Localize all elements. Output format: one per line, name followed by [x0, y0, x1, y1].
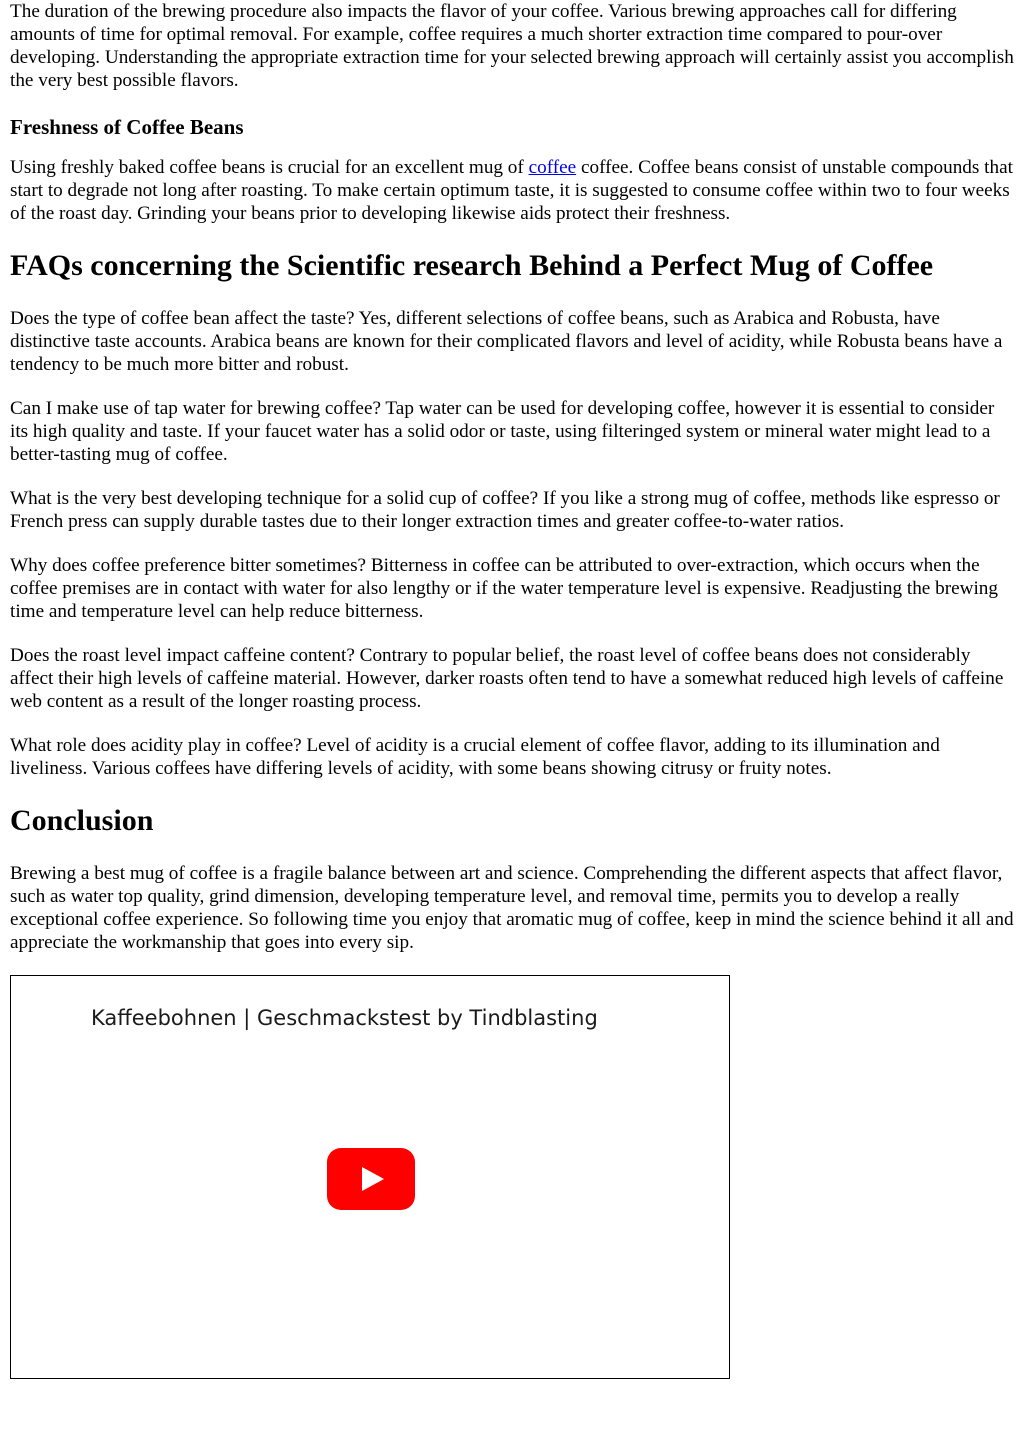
faq-paragraph: Why does coffee preference bitter sometimes? Bitterness in coffee can be attributed to over-extraction, which occurs when the coffee premises are in contact with water for also lengthy or if the water temperature level is expensive. Readjusting the brewing time and temperature level can help reduce bitterness. [10, 555, 998, 622]
conclusion-heading: Conclusion [10, 804, 154, 837]
faq-paragraph: What role does acidity play in coffee? Level of acidity is a crucial element of coffee flavor, adding to its illumination and liveliness. Various coffees have differing levels of acidity, with some beans showing citrusy or fruity notes. [10, 735, 940, 779]
faq-paragraph: Does the roast level impact caffeine content? Contrary to popular belief, the roast level of coffee beans does not considerably affect their high levels of caffeine material. However, darker roasts often tend to have a somewhat reduced high levels of caffeine web content as a result of the longer roasting process. [10, 645, 1004, 712]
freshness-text-start: Using freshly baked coffee beans is crucial for an excellent mug of [10, 157, 529, 178]
play-icon [327, 1148, 415, 1210]
video-title[interactable]: Kaffeebohnen | Geschmackstest by Tindblasting [91, 1006, 598, 1030]
faq-paragraph: Can I make use of tap water for brewing coffee? Tap water can be used for developing coffee, however it is essential to consider its high quality and taste. If your faucet water has a solid odor or taste, using filteringed system or mineral water might lead to a better-tasting mug of coffee. [10, 398, 995, 465]
faq-heading: FAQs concerning the Scientific research Behind a Perfect Mug of Coffee [10, 249, 934, 282]
conclusion-paragraph: Brewing a best mug of coffee is a fragile balance between art and science. Comprehending the different aspects that affect flavor, such as water top quality, grind dimension, developing temperature level, and removal time, permits you to develop a really exceptional coffee experience. So following time you enjoy that aromatic mug of coffee, keep in mind the science behind it all and appreciate the workmanship that goes into every sip. [10, 863, 1014, 953]
freshness-paragraph [10, 156, 1014, 225]
faq-paragraph: Does the type of coffee bean affect the taste? Yes, different selections of coffee beans, such as Arabica and Robusta, have distinctive taste accounts. Arabica beans are known for their complicated flavors and level of acidity, while Robusta beans have a tendency to be much more bitter and robust. [10, 308, 1003, 375]
video-embed[interactable] [10, 975, 730, 1379]
play-button[interactable] [327, 1148, 415, 1210]
coffee-link[interactable]: coffee [528, 157, 577, 178]
faq-paragraph: What is the very best developing technique for a solid cup of coffee? If you like a strong mug of coffee, methods like espresso or French press can supply durable tastes due to their longer extraction times and greater coffee-to-water ratios. [10, 488, 1000, 532]
intro-paragraph: The duration of the brewing procedure also impacts the flavor of your coffee. Various brewing approaches call for differing amounts of time for optimal removal. For example, coffee requires a much shorter extraction time compared to pour-over developing. Understanding the appropriate extraction time for your selected brewing approach will certainly assist you accomplish the very best possible flavors. [10, 1, 1014, 91]
freshness-text-end: coffee. Coffee beans consist of unstable compounds that start to degrade not long after roasting. To make certain optimum taste, it is suggested to consume coffee within two to four weeks of the roast day. Grinding your beans prior to developing likewise aids protect their freshness. [10, 157, 1013, 224]
freshness-heading: Freshness of Coffee Beans [10, 115, 244, 139]
